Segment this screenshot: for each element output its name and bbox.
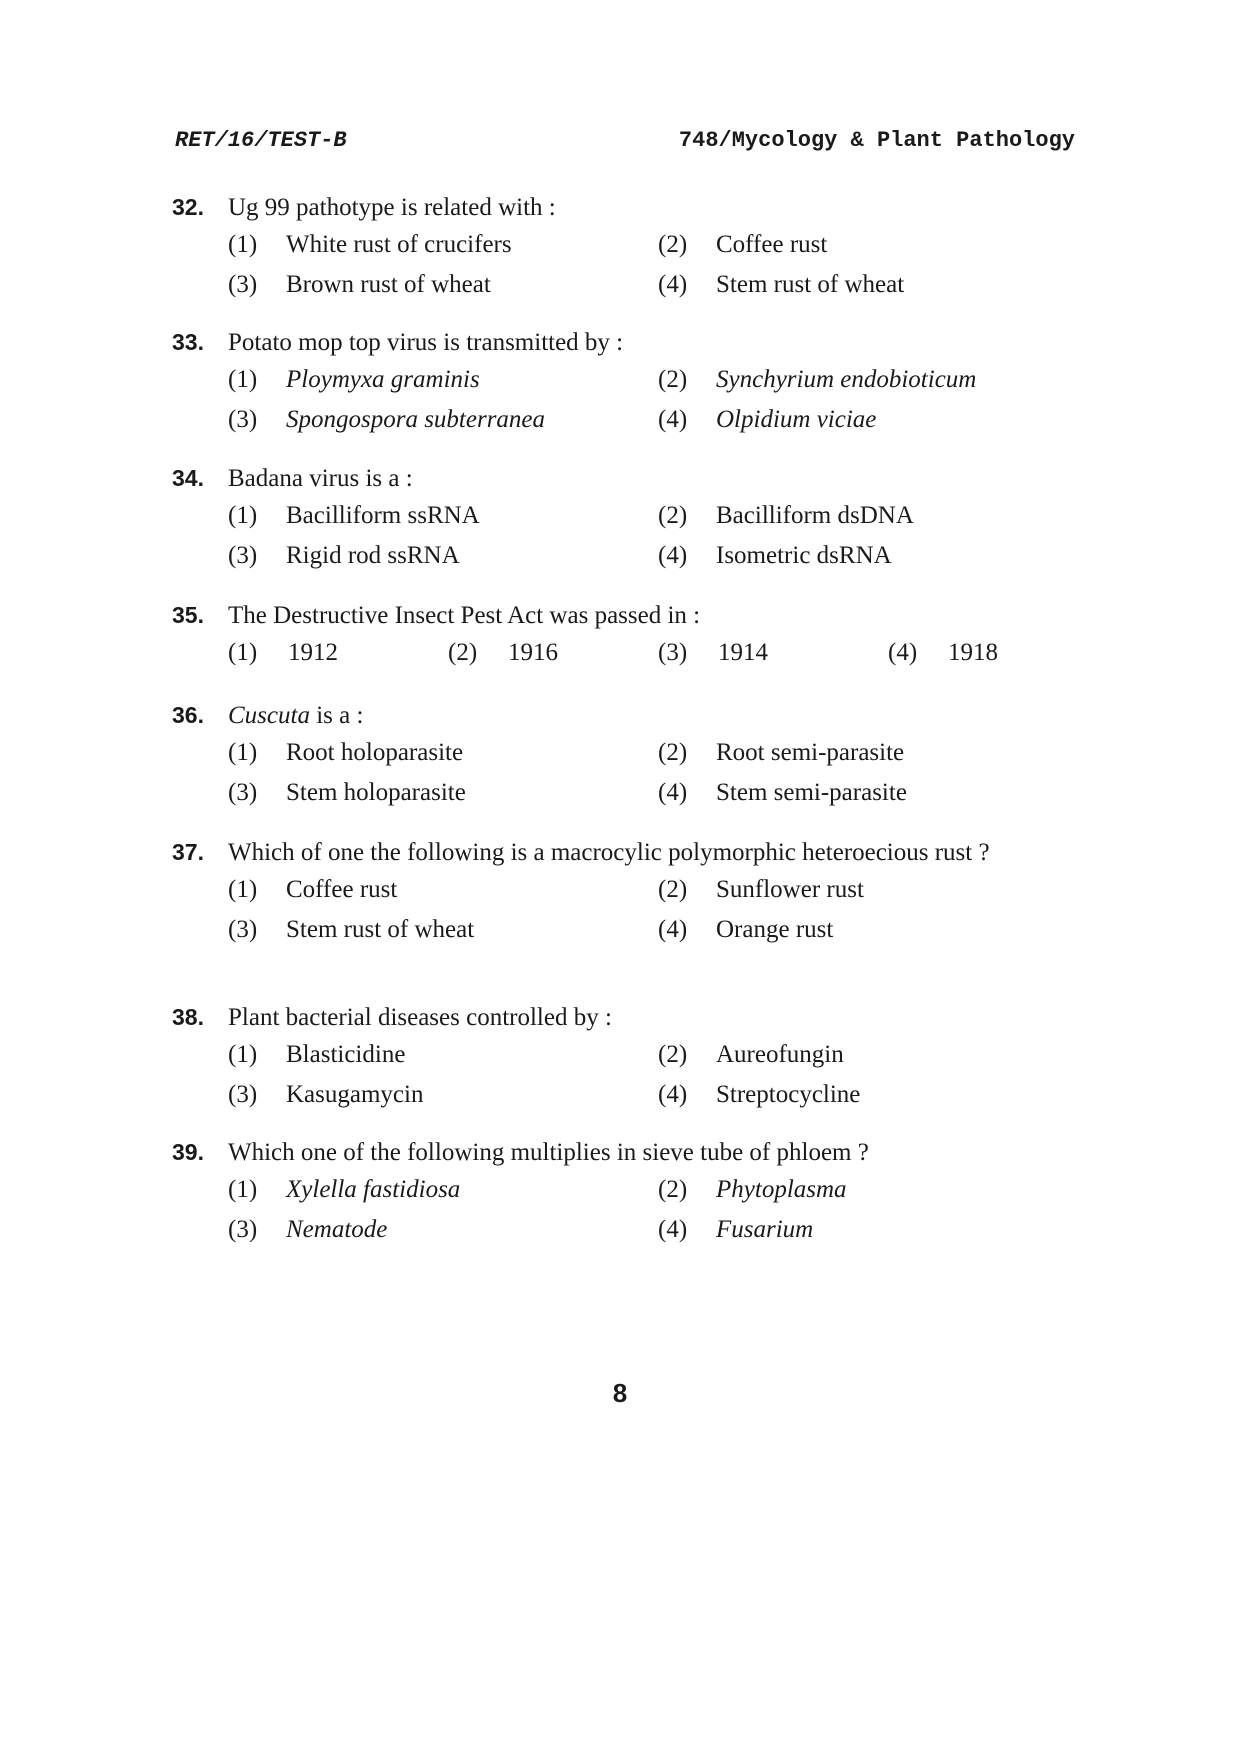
- options: [228, 366, 1092, 446]
- question-text: The Destructive Insect Pest Act was passed in :: [228, 602, 701, 629]
- option-2: (2) Synchyrium endobioticum: [658, 366, 977, 393]
- option-text: Olpidium viciae: [716, 406, 877, 433]
- option-text: Phytoplasma: [716, 1176, 847, 1203]
- option-text: Coffee rust: [286, 876, 398, 903]
- option-text: Aureofungin: [716, 1041, 844, 1068]
- option-3: (3) Rigid rod ssRNA: [228, 542, 460, 569]
- question-37: [172, 837, 1092, 956]
- options: [228, 1041, 1092, 1121]
- subject-code: 748/Mycology & Plant Pathology: [678, 128, 1075, 153]
- question-34: [172, 463, 1092, 582]
- option-1: (1) Xylella fastidiosa: [228, 1176, 461, 1203]
- option-1: (1) 1912: [228, 639, 338, 666]
- option-text: Bacilliform ssRNA: [286, 502, 480, 529]
- option-text: 1912: [288, 639, 338, 666]
- option-1: (1) Coffee rust: [228, 876, 398, 903]
- option-text: Stem semi-parasite: [716, 779, 907, 806]
- option-1: (1) Bacilliform ssRNA: [228, 502, 480, 529]
- option-text: Streptocycline: [716, 1081, 861, 1108]
- options: [228, 231, 1092, 311]
- page-header: [175, 128, 1075, 168]
- question-number: 35.: [172, 602, 204, 628]
- option-text: Kasugamycin: [286, 1081, 424, 1108]
- option-4: (4) Fusarium: [658, 1216, 814, 1243]
- option-1: (1) Ploymyxa graminis: [228, 366, 480, 393]
- option-4: (4) Olpidium viciae: [658, 406, 877, 433]
- option-text: White rust of crucifers: [286, 231, 512, 258]
- option-3: (3) 1914: [658, 639, 768, 666]
- option-text: Bacilliform dsDNA: [716, 502, 914, 529]
- option-3: (3) Brown rust of wheat: [228, 271, 491, 298]
- options: [228, 639, 1092, 679]
- option-text: Synchyrium endobioticum: [716, 366, 977, 393]
- option-1: (1) Blasticidine: [228, 1041, 406, 1068]
- option-2: (2) Coffee rust: [658, 231, 828, 258]
- option-text: 1918: [948, 639, 998, 666]
- option-3: (3) Kasugamycin: [228, 1081, 424, 1108]
- option-2: (2) 1916: [448, 639, 558, 666]
- test-code: RET/16/TEST-B: [175, 128, 347, 153]
- option-4: (4) 1918: [888, 639, 998, 666]
- question-text: Badana virus is a :: [228, 465, 413, 492]
- question-text: Which one of the following multiplies in sieve tube of phloem ?: [228, 1139, 869, 1166]
- option-text: Blasticidine: [286, 1041, 406, 1068]
- question-number: 38.: [172, 1004, 204, 1030]
- option-text: Ploymyxa graminis: [286, 366, 480, 393]
- option-text: Stem rust of wheat: [286, 916, 475, 943]
- options: [228, 876, 1092, 956]
- option-3: (3) Stem holoparasite: [228, 779, 466, 806]
- question-text: Which of one the following is a macrocylic polymorphic heteroecious rust ?: [228, 839, 990, 866]
- option-4: (4) Orange rust: [658, 916, 834, 943]
- option-text: Nematode: [286, 1216, 388, 1243]
- option-text: Coffee rust: [716, 231, 828, 258]
- option-text: Xylella fastidiosa: [286, 1176, 461, 1203]
- option-text: Sunflower rust: [716, 876, 864, 903]
- option-2: (2) Bacilliform dsDNA: [658, 502, 914, 529]
- question-33: [172, 327, 1092, 446]
- question-number: 32.: [172, 194, 204, 220]
- question-number: 34.: [172, 465, 204, 491]
- option-4: (4) Streptocycline: [658, 1081, 861, 1108]
- option-text: Isometric dsRNA: [716, 542, 892, 569]
- option-text: 1914: [718, 639, 768, 666]
- option-text: 1916: [508, 639, 558, 666]
- question-36: [172, 700, 1092, 819]
- option-text: Stem rust of wheat: [716, 271, 905, 298]
- option-3: (3) Nematode: [228, 1216, 388, 1243]
- option-text: Root semi-parasite: [716, 739, 905, 766]
- option-4: (4) Stem rust of wheat: [658, 271, 905, 298]
- question-38: [172, 1002, 1092, 1121]
- question-number: 36.: [172, 702, 204, 728]
- option-4: (4) Isometric dsRNA: [658, 542, 892, 569]
- option-3: (3) Stem rust of wheat: [228, 916, 475, 943]
- option-1: (1) Root holoparasite: [228, 739, 464, 766]
- genus-name: Cuscuta: [228, 702, 310, 729]
- option-2: (2) Sunflower rust: [658, 876, 864, 903]
- question-number: 37.: [172, 839, 204, 865]
- option-2: (2) Phytoplasma: [658, 1176, 847, 1203]
- option-text: Stem holoparasite: [286, 779, 466, 806]
- option-text: Brown rust of wheat: [286, 271, 491, 298]
- options: [228, 739, 1092, 819]
- option-4: (4) Stem semi-parasite: [658, 779, 907, 806]
- question-number: 33.: [172, 329, 204, 355]
- question-text: Plant bacterial diseases controlled by :: [228, 1004, 612, 1031]
- option-text: Rigid rod ssRNA: [286, 542, 460, 569]
- option-text: Spongospora subterranea: [286, 406, 546, 433]
- question-text: Potato mop top virus is transmitted by :: [228, 329, 624, 356]
- question-39: [172, 1137, 1092, 1256]
- question-text: Ug 99 pathotype is related with :: [228, 194, 556, 221]
- option-text: Root holoparasite: [286, 739, 464, 766]
- option-2: (2) Root semi-parasite: [658, 739, 905, 766]
- options: [228, 1176, 1092, 1256]
- options: [228, 502, 1092, 582]
- option-text: Fusarium: [716, 1216, 814, 1243]
- option-text: Orange rust: [716, 916, 834, 943]
- option-1: (1) White rust of crucifers: [228, 231, 512, 258]
- page-number: 8: [612, 1378, 628, 1408]
- option-2: (2) Aureofungin: [658, 1041, 844, 1068]
- option-3: (3) Spongospora subterranea: [228, 406, 546, 433]
- question-text: Cuscuta is a :: [228, 702, 364, 729]
- question-number: 39.: [172, 1139, 204, 1165]
- question-32: [172, 192, 1092, 311]
- question-35: [172, 600, 1092, 679]
